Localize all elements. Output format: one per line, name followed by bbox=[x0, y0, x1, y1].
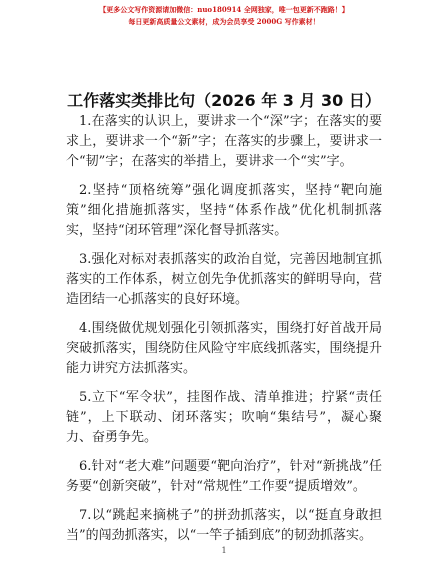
page-number: 1 bbox=[221, 546, 227, 555]
paragraph-6: 6.针对“老大难”问题要“靶向治疗”，针对“新挑战”任务要“创新突破”，针对“常规性”工作要“提质增效”。 bbox=[66, 459, 382, 494]
paragraph-2: 2.坚持“顶格统筹”强化调度抓落实，坚持“靶向施策”细化措施抓落实，坚持“体系作战”优化机制抓落实，坚持“闭环管理”深化督导抓落实。 bbox=[66, 183, 382, 238]
promo-banner bbox=[0, 4, 448, 28]
document-title: 工作落实类排比句（2026 年 3 月 30 日） bbox=[67, 91, 381, 110]
paragraph-5: 5.立下“军令状”，挂图作战、清单推进；拧紧“责任链”，上下联动、闭环落实；吹响“集结号”，凝心聚力、奋勇争先。 bbox=[66, 390, 382, 445]
paragraph-1: 1.在落实的认识上，要讲求一个“深”字；在落实的要求上，要讲求一个“新”字；在落实的步骤上，要讲求一个“韧”字；在落实的举措上，要讲求一个“实”字。 bbox=[66, 114, 382, 169]
paragraph-4: 4.围绕做优规划强化引领抓落实，围绕打好首战开局突破抓落实，围绕防住风险守牢底线抓落实，围绕提升能力讲究方法抓落实。 bbox=[66, 321, 382, 376]
document-body bbox=[66, 112, 382, 555]
promo-banner-line-1: 【更多公文写作资源请加微信：nuo180914 全网独家，唯一包更新不跑路！】 bbox=[99, 5, 349, 14]
paragraph-7: 7.以“跳起来摘桃子”的拼劲抓落实，以“挺直身敢担当”的闯劲抓落实，以“一竿子插到底”的韧劲抓落实。 bbox=[66, 508, 382, 543]
paragraph-3: 3.强化对标对表抓落实的政治自觉，完善因地制宜抓落实的工作体系，树立创先争优抓落实的鲜明导向，营造团结一心抓落实的良好环境。 bbox=[66, 252, 382, 307]
promo-banner-line-2: 每日更新高质量公文素材，成为会员享受 2000G 写作素材！ bbox=[128, 17, 320, 26]
